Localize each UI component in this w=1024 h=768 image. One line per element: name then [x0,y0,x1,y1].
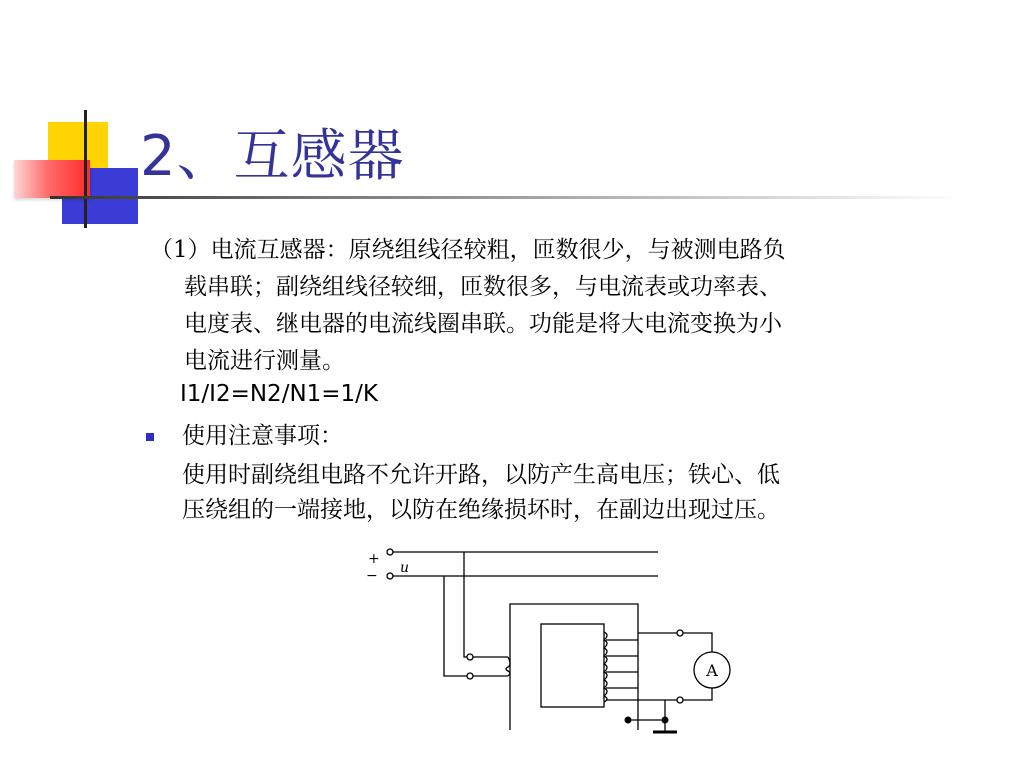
terminal-primary-1 [467,654,473,660]
paragraph-line: 载串联；副绕组线径较细，匝数很多，与电流表或功率表、 [184,274,782,300]
ground-dot [662,717,669,724]
paragraph-line: 电流进行测量。 [184,348,345,374]
transformer-core [541,624,604,707]
paragraph-usage-warning [182,458,780,528]
voltage-label: u [400,560,410,576]
meter-wire-right-bottom [682,688,712,700]
current-transformer-circuit-diagram [360,540,750,745]
meter-wire-right-top [682,633,712,652]
primary-lead-top [464,552,467,657]
minus-label: − [366,568,378,584]
ground-dot [625,717,632,724]
decor-red-bar [14,160,90,198]
terminal-minus [387,573,393,579]
ammeter-label: A [706,661,718,680]
enclosure-box [510,604,638,730]
terminal-secondary-2 [677,697,683,703]
paragraph-current-transformer [150,232,940,380]
decor-vertical-line [84,110,87,228]
bullet-square-icon [146,433,154,441]
terminal-primary-2 [467,673,473,679]
paragraph-line: （1）电流互感器：原绕组线径较粗，匝数很少，与被测电路负 [150,237,786,263]
slide-title [140,124,405,190]
plus-label: + [368,551,380,567]
paragraph-line: 压绕组的一端接地，以防在绝缘损坏时，在副边出现过压。 [182,497,780,523]
primary-winding [506,657,510,676]
bullet-usage-notes: 使用注意事项： [182,423,343,449]
ratio-formula: I1/I2=N2/N1=1/K [180,381,379,407]
terminal-plus [387,549,393,555]
paragraph-line: 使用时副绕组电路不允许开路，以防产生高电压；铁心、低 [182,462,780,488]
paragraph-line: 电度表、继电器的电流线圈串联。功能是将大电流变换为小 [184,311,782,337]
terminal-secondary-1 [677,630,683,636]
title-number: 2 [140,124,177,189]
title-underline [50,196,960,199]
title-text: 、互感器 [176,124,405,189]
